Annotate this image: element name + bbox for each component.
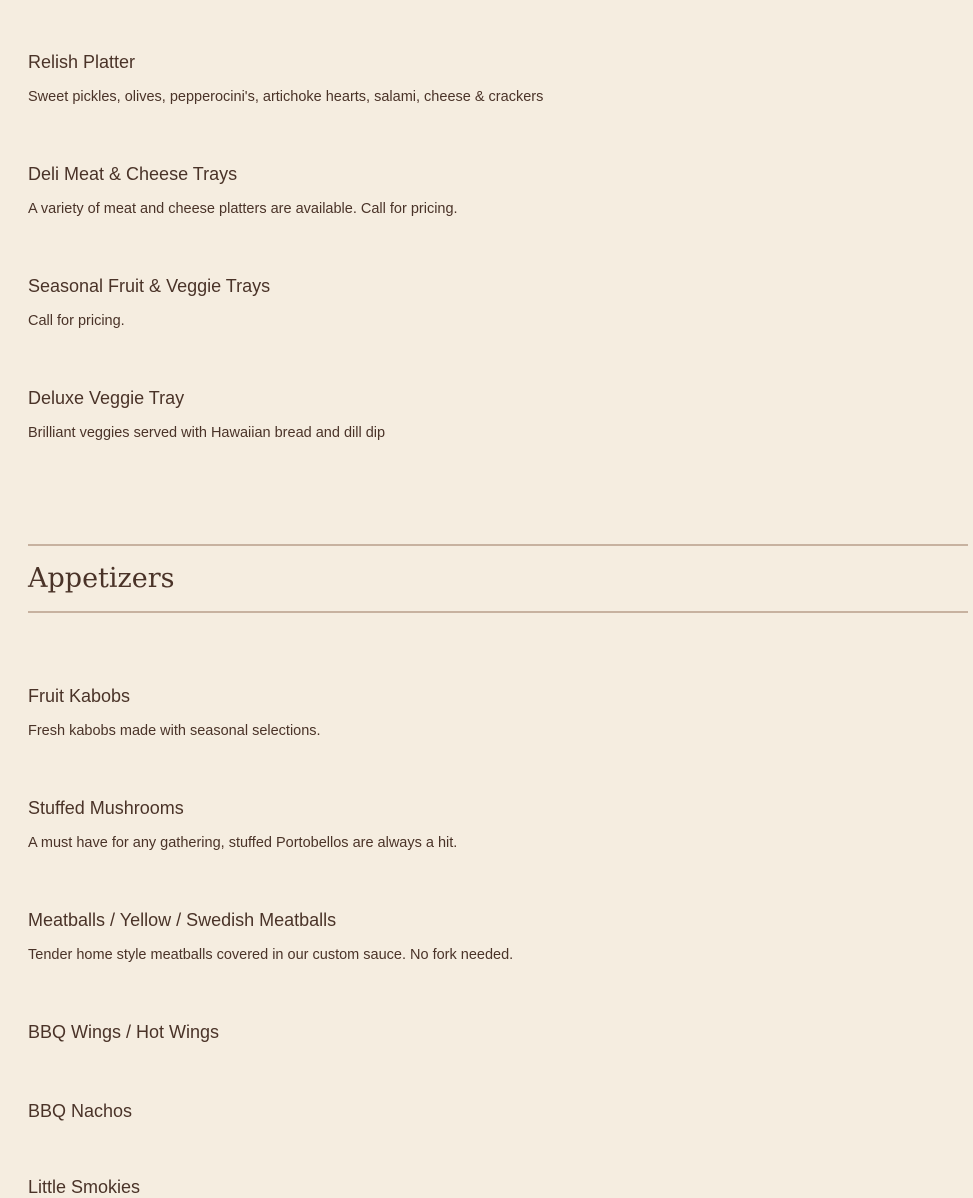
menu-item-description: A variety of meat and cheese platters are available. Call for pricing. xyxy=(28,201,458,217)
menu-item-description: Sweet pickles, olives, pepperocini's, artichoke hearts, salami, cheese & crackers xyxy=(28,89,544,105)
menu-item-title: Relish Platter xyxy=(28,52,136,72)
menu-item-title: BBQ Wings / Hot Wings xyxy=(28,1022,220,1042)
menu-item-title: Fruit Kabobs xyxy=(28,686,131,706)
menu-item-title: Deli Meat & Cheese Trays xyxy=(28,164,238,184)
menu-item-description: Call for pricing. xyxy=(28,313,125,329)
menu-item-title: Meatballs / Yellow / Swedish Meatballs xyxy=(28,910,337,930)
menu-item-title: BBQ Nachos xyxy=(28,1101,133,1121)
menu-item-title: Deluxe Veggie Tray xyxy=(28,388,185,408)
menu-item-description: Brilliant veggies served with Hawaiian bread and dill dip xyxy=(28,425,386,441)
menu-item-title: Little Smokies xyxy=(28,1177,141,1197)
section-divider-top xyxy=(28,544,968,546)
menu-item-title: Stuffed Mushrooms xyxy=(28,798,184,818)
section-heading-appetizers: Appetizers xyxy=(28,563,175,594)
menu-item-description: Fresh kabobs made with seasonal selections. xyxy=(28,723,321,739)
menu-item-description: A must have for any gathering, stuffed Portobellos are always a hit. xyxy=(28,835,458,851)
menu-item-title: Seasonal Fruit & Veggie Trays xyxy=(28,276,271,296)
section-divider-bottom xyxy=(28,611,968,613)
menu-item-description: Tender home style meatballs covered in our custom sauce. No fork needed. xyxy=(28,947,514,963)
